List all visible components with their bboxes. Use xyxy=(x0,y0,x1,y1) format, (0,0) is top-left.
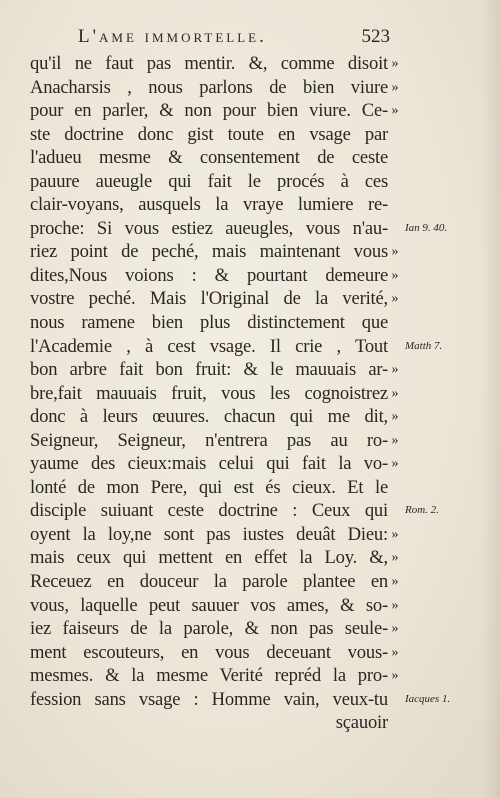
quotation-mark: » xyxy=(391,79,399,95)
quotation-marks-column xyxy=(384,52,406,735)
text-line: Seigneur, Seigneur, n'entrera pas au ro- xyxy=(30,429,388,451)
quotation-mark: » xyxy=(391,362,399,378)
quotation-mark xyxy=(384,146,406,170)
margin-note: Iacques 1. xyxy=(405,692,451,705)
text-line: riez point de peché, mais maintenant vous xyxy=(30,241,388,263)
text-line: bre,fait mauuais fruit, vous les cognoistrez xyxy=(30,382,388,404)
quotation-mark: » xyxy=(391,526,399,542)
margin-note: Matth 7. xyxy=(405,339,443,352)
text-line: fession sans vsage : Homme vain, veux-tu xyxy=(30,688,388,710)
quotation-mark: » xyxy=(391,644,399,660)
text-line: Anacharsis , nous parlons de bien viure xyxy=(30,76,388,98)
text-line: disciple suiuant ceste doctrine : Ceux qui xyxy=(30,500,388,522)
quotation-mark: » xyxy=(391,267,399,283)
text-line: dites,Nous voions : & pourtant demeure xyxy=(30,264,388,286)
text-line: bon arbre fait bon fruit: & le mauuais ar- xyxy=(30,359,388,381)
text-line: nous ramene bien plus distinctement que xyxy=(30,312,388,334)
text-line: vostre peché. Mais l'Original de la verité, xyxy=(30,288,388,310)
text-line: mais ceux qui mettent en effet la Loy. &, xyxy=(30,547,388,569)
page-number: 523 xyxy=(361,26,390,47)
text-line: sçauoir xyxy=(335,712,388,734)
quotation-mark xyxy=(384,193,406,217)
running-title: L'ame immortelle. xyxy=(78,26,267,47)
text-line: donc à leurs œuures. chacun qui me dit, xyxy=(30,406,388,428)
text-line: ste doctrine donc gist toute en vsage par xyxy=(30,123,388,145)
quotation-mark xyxy=(384,217,406,241)
quotation-mark: » xyxy=(391,574,399,590)
quotation-mark: » xyxy=(391,103,399,119)
quotation-mark: » xyxy=(391,550,399,566)
page-edge-shadow xyxy=(482,0,500,798)
quotation-mark xyxy=(384,499,406,523)
text-line: qu'il ne faut pas mentir. &, comme disoit xyxy=(30,53,388,74)
margin-note: Rom. 2. xyxy=(405,504,439,517)
quotation-mark xyxy=(384,711,406,735)
quotation-mark xyxy=(384,688,406,712)
quotation-mark: » xyxy=(391,244,399,260)
text-line: yaume des cieux:mais celui qui fait la vo- xyxy=(30,453,388,475)
text-line: lonté de mon Pere, qui est és cieux. Et le xyxy=(30,476,388,498)
quotation-mark: » xyxy=(391,409,399,425)
quotation-mark xyxy=(384,123,406,147)
text-line: iez faiseurs de la parole, & non pas seule- xyxy=(30,618,388,640)
quotation-mark: » xyxy=(391,456,399,472)
quotation-mark: » xyxy=(391,56,399,71)
quotation-mark xyxy=(384,476,406,500)
text-line: oyent la loy,ne sont pas iustes deuât Dieu: xyxy=(30,523,388,545)
quotation-mark xyxy=(384,311,406,335)
quotation-mark: » xyxy=(391,621,399,637)
text-line: mesmes. & la mesme Verité repréd la pro- xyxy=(30,665,388,687)
text-line: proche: Si vous estiez aueugles, vous n'au- xyxy=(30,217,388,239)
text-line: vous, laquelle peut sauuer vos ames, & so- xyxy=(30,594,388,616)
quotation-mark xyxy=(384,335,406,359)
text-line: l'adueu mesme & consentement de ceste xyxy=(30,147,388,169)
margin-note: Ian 9. 40. xyxy=(405,221,448,234)
text-line: ment escouteurs, en vous deceuant vous- xyxy=(30,641,388,663)
quotation-mark: » xyxy=(391,668,399,684)
text-line: clair-voyans, ausquels la vraye lumiere re- xyxy=(30,194,388,216)
quotation-mark xyxy=(384,170,406,194)
body-text xyxy=(30,52,388,735)
quotation-mark: » xyxy=(391,385,399,401)
quotation-mark: » xyxy=(391,597,399,613)
text-line: l'Academie , à cest vsage. Il crie , Tout xyxy=(30,335,388,357)
page-header xyxy=(78,26,390,50)
quotation-mark: » xyxy=(391,291,399,307)
text-line: pauure aueugle qui fait le procés à ces xyxy=(30,170,388,192)
text-line: Receuez en douceur la parole plantee en xyxy=(30,571,388,593)
text-line: pour en parler, & non pour bien viure. Ce- xyxy=(30,100,388,122)
quotation-mark: » xyxy=(391,432,399,448)
